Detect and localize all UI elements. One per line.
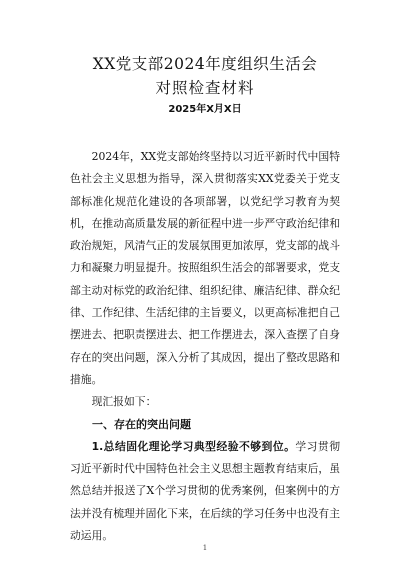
document-title-line1: XX党支部2024年度组织生活会 (92, 55, 318, 73)
document-title-line2: 对照检查材料 (155, 79, 255, 97)
document-body (70, 146, 340, 547)
report-paragraph: 现汇报如下： (91, 395, 157, 409)
intro-paragraph: 2024年，XX党支部始终坚持以习近平新时代中国特色社会主义思想为指导，深入贯彻落实XX党委关于党支部标准化规范化建设的各项部署，以党纪学习教育为契机，在推动高质量发展的新征程中进一步严守政治纪律和政治规矩，风清气正的发展氛围更加浓厚，党支部的战斗力和凝聚力明显提升。按照组织生活会的部署要求，党支部主动对标党的政治纪律、组织纪律、廉洁纪律、群众纪律、工作纪律、生活纪律的主旨要义，以更高标准把自己摆进去、把职责摆进去、把工作摆进去，深入查摆了自身存在的突出问题，深入分析了其成因，提出了整改思路和措施。 (70, 150, 340, 386)
page-number: 1 (202, 544, 208, 552)
item1-text: 学习贯彻习近平新时代中国特色社会主义思想主题教育结束后，虽然总结并报送了X个学习贯彻的优秀案例，但案例中的方法并没有梳理并固化下来，在后续的学习任务中也没有主动运用。 (70, 439, 340, 543)
section-heading: 一、存在的突出问题 (92, 417, 191, 431)
item1-lead: 1.总结固化理论学习典型经验不够到位。 (91, 439, 296, 453)
item1-paragraph (70, 436, 340, 547)
document-date: 2025年X月X日 (168, 104, 242, 115)
